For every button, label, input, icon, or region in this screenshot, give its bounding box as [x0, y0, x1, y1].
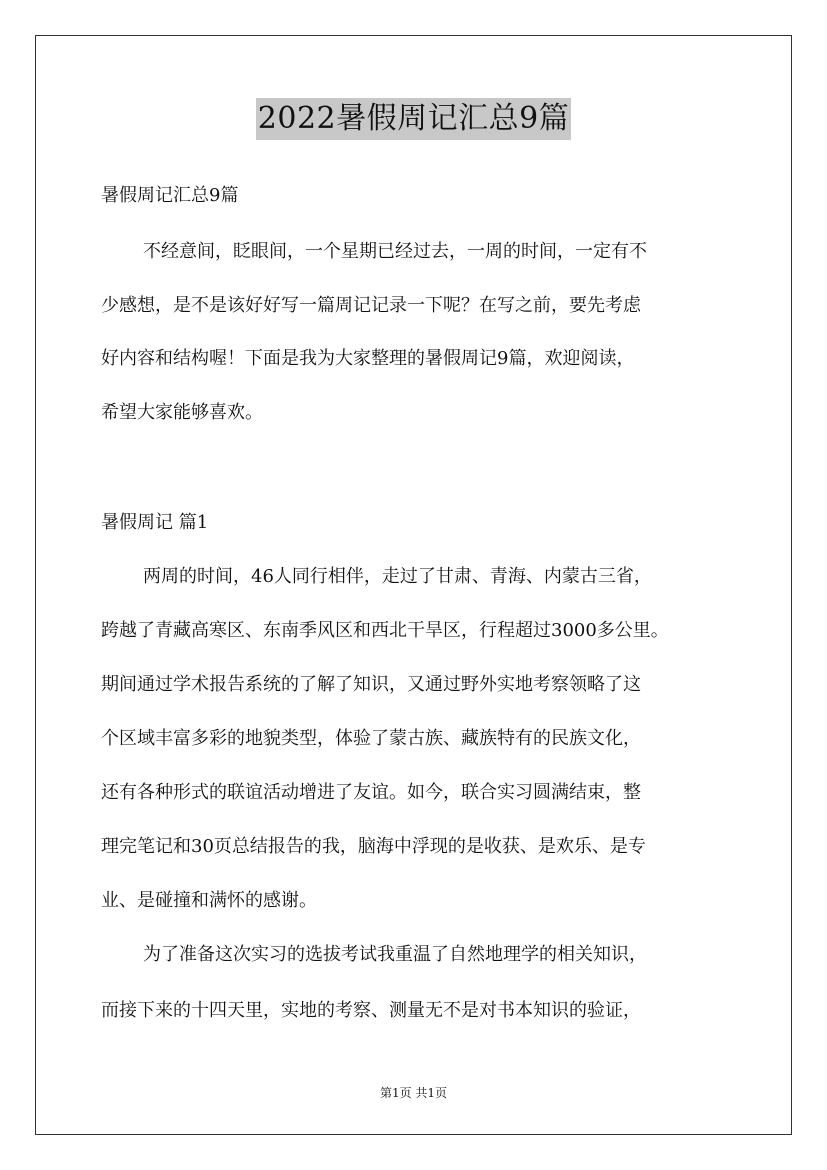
subtitle: 暑假周记汇总9篇 — [101, 185, 239, 206]
intro-line: 好内容和结构喔！下面是我为大家整理的暑假周记9篇，欢迎阅读， — [101, 348, 635, 369]
body-line: 而接下来的十四天里，实地的考察、测量无不是对书本知识的验证， — [101, 1000, 641, 1021]
body-line: 还有各种形式的联谊活动增进了友谊。如今，联合实习圆满结束，整 — [101, 782, 641, 803]
body-line: 跨越了青藏高寒区、东南季风区和西北干旱区，行程超过3000多公里。 — [101, 620, 669, 641]
body-line: 两周的时间，46人同行相伴，走过了甘肃、青海、内蒙古三省， — [143, 566, 652, 587]
body-line: 期间通过学术报告系统的了解了知识，又通过野外实地考察领略了这 — [101, 674, 641, 695]
body-line: 理完笔记和30页总结报告的我，脑海中浮现的是收获、是欢乐、是专 — [101, 836, 646, 857]
body-line: 业、是碰撞和满怀的感谢。 — [101, 890, 317, 911]
intro-line: 不经意间，眨眼间，一个星期已经过去，一周的时间，一定有不 — [143, 241, 647, 262]
intro-line: 希望大家能够喜欢。 — [101, 402, 263, 423]
body-line: 个区域丰富多彩的地貌类型，体验了蒙古族、藏族特有的民族文化， — [101, 728, 641, 749]
section-heading: 暑假周记 篇1 — [101, 512, 209, 533]
intro-line: 少感想，是不是该好好写一篇周记记录一下呢？在写之前，要先考虑 — [101, 295, 641, 316]
page-footer: 第1页 共1页 — [379, 1086, 448, 1100]
page-title: 2022暑假周记汇总9篇 — [256, 98, 571, 140]
body-line: 为了准备这次实习的选拔考试我重温了自然地理学的相关知识， — [143, 944, 647, 965]
title-container — [0, 98, 827, 140]
